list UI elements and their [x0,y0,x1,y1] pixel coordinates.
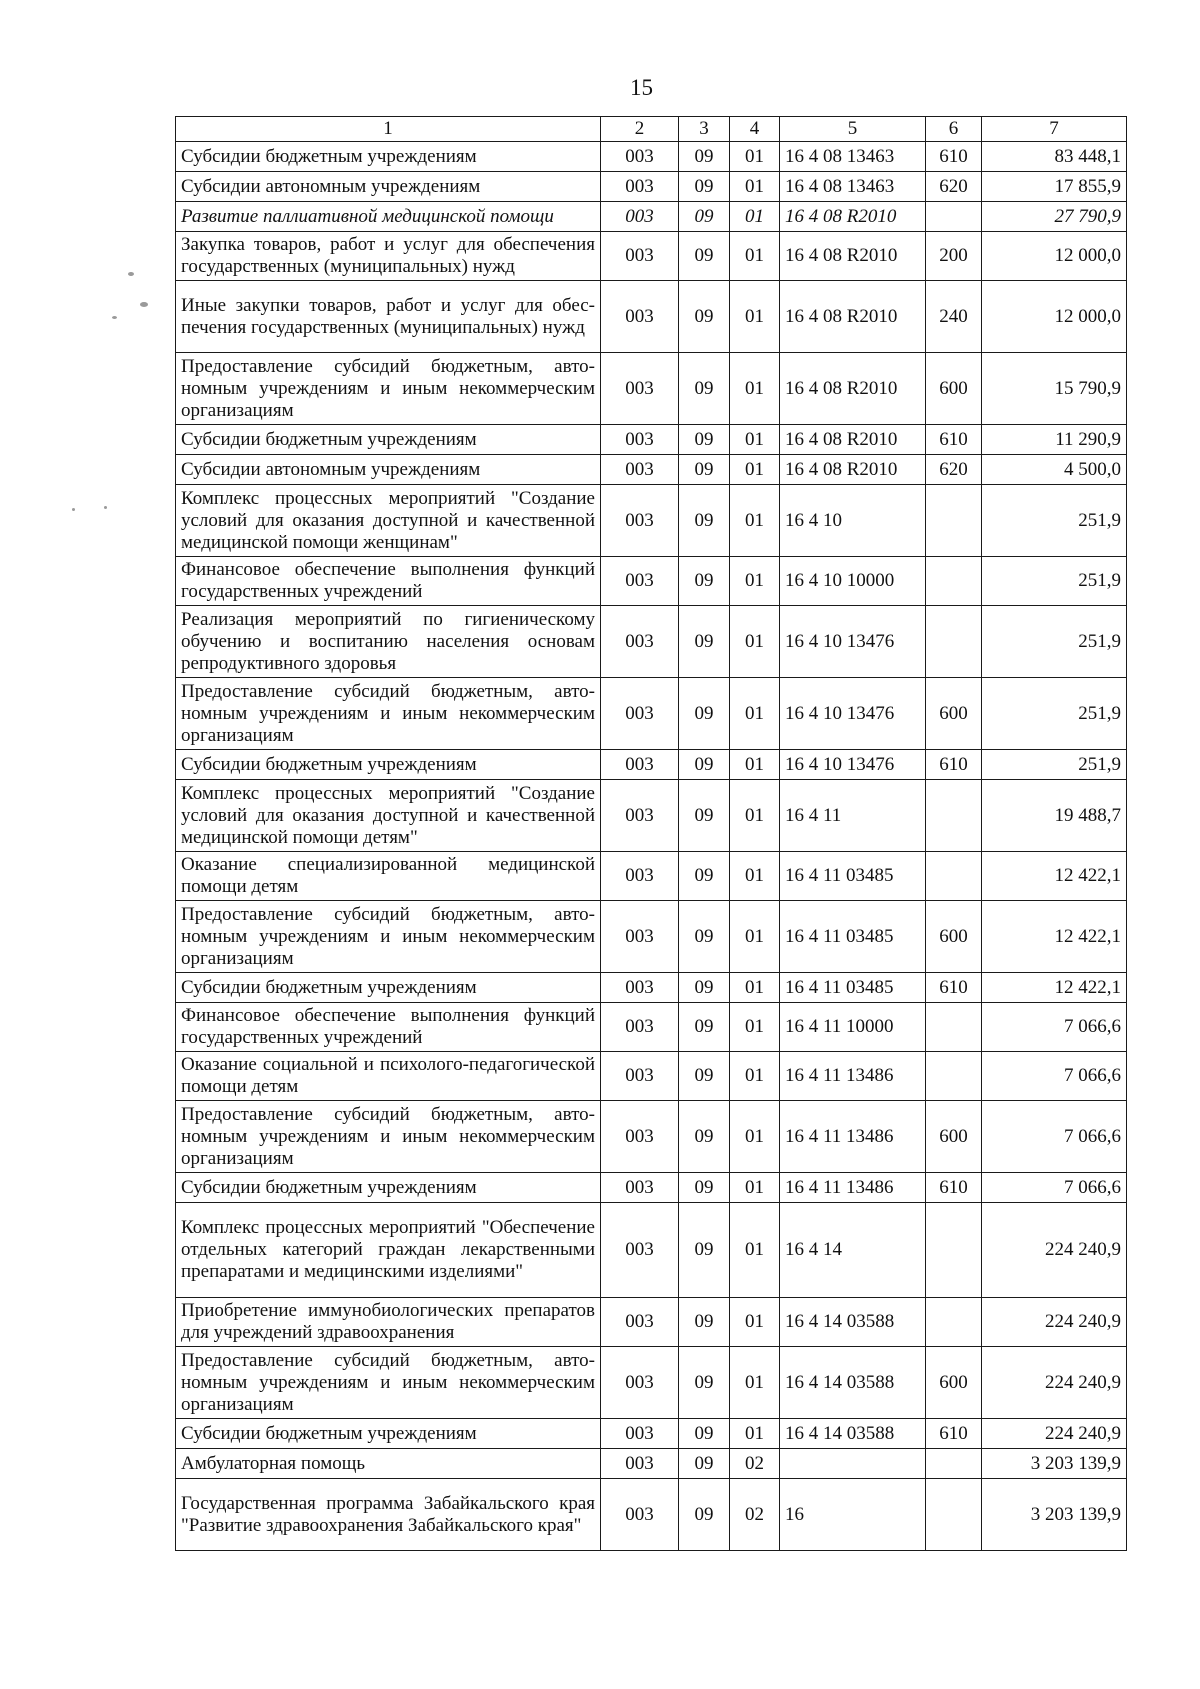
cell-name: Финансовое обеспечение выполнения функций государственных учреждений [176,1003,601,1052]
cell-code-2: 003 [601,232,679,281]
cell-amount: 83 448,1 [982,142,1127,172]
cell-code-5 [780,1449,926,1479]
cell-code-2: 003 [601,1101,679,1173]
cell-name: Комплекс процессных мероприятий "Создание условий для оказания доступной и качественной медицинской помощи женщинам" [176,485,601,557]
cell-code-5: 16 4 11 13486 [780,1052,926,1101]
table-row [176,901,1127,973]
scan-speck [72,508,75,511]
cell-amount: 251,9 [982,750,1127,780]
cell-name: Предоставление субсидий бюджетным, автономным учреждениям и иным некоммерческим организациям [176,1347,601,1419]
cell-amount: 7 066,6 [982,1101,1127,1173]
header-col-4: 4 [730,117,780,142]
cell-code-3: 09 [679,1479,730,1551]
cell-code-3: 09 [679,485,730,557]
cell-code-5: 16 4 08 R2010 [780,353,926,425]
table-row [176,557,1127,606]
cell-code-6 [926,1298,982,1347]
cell-code-3: 09 [679,1419,730,1449]
table-row [176,1003,1127,1052]
cell-code-4: 02 [730,1479,780,1551]
table-row [176,1173,1127,1203]
cell-code-6 [926,1052,982,1101]
table-row [176,232,1127,281]
table-row [176,1479,1127,1551]
cell-code-6: 620 [926,172,982,202]
cell-code-3: 09 [679,1003,730,1052]
cell-code-2: 003 [601,142,679,172]
cell-code-2: 003 [601,172,679,202]
cell-code-6: 600 [926,1347,982,1419]
cell-name: Предоставление субсидий бюджетным, автономным учреждениям и иным некоммерческим организациям [176,353,601,425]
cell-code-2: 003 [601,901,679,973]
cell-code-4: 01 [730,455,780,485]
cell-code-2: 003 [601,1449,679,1479]
cell-code-4: 01 [730,172,780,202]
cell-code-3: 09 [679,202,730,232]
cell-amount: 27 790,9 [982,202,1127,232]
cell-code-6: 610 [926,1173,982,1203]
cell-code-5: 16 [780,1479,926,1551]
cell-code-3: 09 [679,1298,730,1347]
cell-amount: 3 203 139,9 [982,1479,1127,1551]
cell-code-4: 01 [730,901,780,973]
cell-code-4: 01 [730,202,780,232]
cell-code-3: 09 [679,455,730,485]
cell-amount: 251,9 [982,606,1127,678]
cell-code-6: 610 [926,750,982,780]
cell-code-4: 01 [730,1203,780,1298]
cell-code-4: 01 [730,750,780,780]
cell-code-6: 610 [926,973,982,1003]
cell-code-6 [926,202,982,232]
cell-code-5: 16 4 08 R2010 [780,202,926,232]
cell-code-3: 09 [679,780,730,852]
cell-name: Приобретение иммунобиологических препаратов для учреждений здравоохранения [176,1298,601,1347]
cell-amount: 251,9 [982,678,1127,750]
cell-code-4: 01 [730,425,780,455]
cell-amount: 224 240,9 [982,1203,1127,1298]
cell-name: Оказание социальной и психолого-педагогической помощи детям [176,1052,601,1101]
cell-code-5: 16 4 11 [780,780,926,852]
cell-code-2: 003 [601,1298,679,1347]
table-row [176,1203,1127,1298]
cell-amount: 224 240,9 [982,1347,1127,1419]
table-row [176,678,1127,750]
cell-name: Комплекс процессных мероприятий "Обеспечение отдельных категорий граждан лекарственными препаратами и медицинскими изделиями" [176,1203,601,1298]
cell-code-5: 16 4 10 13476 [780,606,926,678]
table-row [176,606,1127,678]
cell-amount: 12 422,1 [982,973,1127,1003]
cell-code-2: 003 [601,353,679,425]
table-row [176,485,1127,557]
header-col-7: 7 [982,117,1127,142]
cell-code-5: 16 4 14 03588 [780,1347,926,1419]
cell-code-2: 003 [601,852,679,901]
table-row [176,353,1127,425]
cell-code-5: 16 4 11 10000 [780,1003,926,1052]
cell-name: Субсидии бюджетным учреждениям [176,1419,601,1449]
cell-code-5: 16 4 08 13463 [780,172,926,202]
cell-code-4: 01 [730,281,780,353]
cell-code-3: 09 [679,852,730,901]
cell-code-6: 600 [926,1101,982,1173]
cell-code-6: 600 [926,353,982,425]
cell-code-2: 003 [601,485,679,557]
cell-code-5: 16 4 08 R2010 [780,281,926,353]
scan-speck [140,302,148,307]
cell-name: Субсидии бюджетным учреждениям [176,425,601,455]
cell-name: Государственная программа Забайкальского края "Развитие здравоохранения Забайкальского края" [176,1479,601,1551]
cell-code-6 [926,1449,982,1479]
cell-code-4: 01 [730,678,780,750]
table-row [176,202,1127,232]
cell-code-3: 09 [679,1101,730,1173]
cell-code-5: 16 4 08 R2010 [780,455,926,485]
cell-name: Реализация мероприятий по гигиеническому обучению и воспитанию населения основам репродуктивного здоровья [176,606,601,678]
cell-name: Предоставление субсидий бюджетным, автономным учреждениям и иным некоммерческим организациям [176,678,601,750]
cell-name: Субсидии бюджетным учреждениям [176,142,601,172]
cell-code-2: 003 [601,1003,679,1052]
cell-code-3: 09 [679,425,730,455]
cell-code-5: 16 4 10 13476 [780,678,926,750]
cell-code-4: 01 [730,485,780,557]
cell-code-6: 600 [926,678,982,750]
cell-name: Субсидии автономным учреждениям [176,455,601,485]
cell-amount: 224 240,9 [982,1419,1127,1449]
cell-code-5: 16 4 08 13463 [780,142,926,172]
cell-code-2: 003 [601,1052,679,1101]
table-row [176,852,1127,901]
scan-speck [128,272,134,276]
table-row [176,750,1127,780]
cell-code-4: 01 [730,1003,780,1052]
cell-name: Субсидии бюджетным учреждениям [176,750,601,780]
cell-code-2: 003 [601,425,679,455]
cell-amount: 251,9 [982,485,1127,557]
cell-code-5: 16 4 08 R2010 [780,232,926,281]
table-body [176,142,1127,1551]
cell-code-3: 09 [679,1449,730,1479]
table-row [176,973,1127,1003]
cell-code-5: 16 4 10 13476 [780,750,926,780]
cell-code-6 [926,1003,982,1052]
cell-name: Закупка товаров, работ и услуг для обеспечения государственных (муниципальных) нужд [176,232,601,281]
cell-code-4: 01 [730,606,780,678]
cell-code-2: 003 [601,281,679,353]
cell-code-6 [926,852,982,901]
cell-code-4: 01 [730,1347,780,1419]
cell-code-4: 01 [730,232,780,281]
cell-name: Субсидии бюджетным учреждениям [176,973,601,1003]
cell-code-6 [926,557,982,606]
cell-name: Иные закупки товаров, работ и услуг для обеспечения государственных (муниципальных) нужд [176,281,601,353]
cell-code-2: 003 [601,557,679,606]
cell-amount: 15 790,9 [982,353,1127,425]
table-header-row [176,117,1127,142]
cell-name: Субсидии бюджетным учреждениям [176,1173,601,1203]
cell-code-5: 16 4 14 03588 [780,1419,926,1449]
cell-code-5: 16 4 14 [780,1203,926,1298]
table-row [176,1449,1127,1479]
cell-code-4: 01 [730,1419,780,1449]
cell-code-4: 01 [730,852,780,901]
cell-code-2: 003 [601,606,679,678]
cell-code-2: 003 [601,1479,679,1551]
cell-code-2: 003 [601,1419,679,1449]
cell-code-5: 16 4 10 [780,485,926,557]
cell-code-3: 09 [679,557,730,606]
cell-code-5: 16 4 11 03485 [780,852,926,901]
cell-name: Предоставление субсидий бюджетным, автономным учреждениям и иным некоммерческим организациям [176,901,601,973]
cell-code-4: 01 [730,1298,780,1347]
table-row [176,780,1127,852]
table-row [176,1419,1127,1449]
cell-name: Предоставление субсидий бюджетным, автономным учреждениям и иным некоммерческим организациям [176,1101,601,1173]
cell-code-2: 003 [601,1347,679,1419]
cell-amount: 12 422,1 [982,901,1127,973]
header-col-6: 6 [926,117,982,142]
cell-code-6: 600 [926,901,982,973]
header-col-5: 5 [780,117,926,142]
cell-code-3: 09 [679,232,730,281]
cell-code-4: 01 [730,1101,780,1173]
cell-code-3: 09 [679,750,730,780]
cell-amount: 7 066,6 [982,1003,1127,1052]
cell-code-3: 09 [679,1203,730,1298]
cell-code-3: 09 [679,1173,730,1203]
cell-code-3: 09 [679,901,730,973]
cell-amount: 3 203 139,9 [982,1449,1127,1479]
cell-name: Развитие паллиативной медицинской помощи [176,202,601,232]
cell-code-5: 16 4 14 03588 [780,1298,926,1347]
cell-amount: 19 488,7 [982,780,1127,852]
cell-code-5: 16 4 11 03485 [780,901,926,973]
cell-code-2: 003 [601,1203,679,1298]
budget-table [175,116,1127,1551]
table-row [176,142,1127,172]
cell-code-4: 01 [730,557,780,606]
cell-amount: 11 290,9 [982,425,1127,455]
table-row [176,1052,1127,1101]
cell-code-6: 610 [926,425,982,455]
header-col-2: 2 [601,117,679,142]
cell-code-4: 01 [730,1173,780,1203]
table-row [176,1298,1127,1347]
cell-code-3: 09 [679,606,730,678]
cell-code-5: 16 4 11 13486 [780,1101,926,1173]
cell-code-3: 09 [679,142,730,172]
cell-code-2: 003 [601,455,679,485]
cell-code-5: 16 4 10 10000 [780,557,926,606]
cell-amount: 12 000,0 [982,281,1127,353]
cell-code-4: 01 [730,973,780,1003]
cell-name: Амбулаторная помощь [176,1449,601,1479]
cell-amount: 251,9 [982,557,1127,606]
cell-code-4: 01 [730,142,780,172]
cell-code-2: 003 [601,1173,679,1203]
cell-code-6: 610 [926,142,982,172]
cell-code-3: 09 [679,1347,730,1419]
scan-speck [104,506,107,509]
cell-code-6: 620 [926,455,982,485]
cell-code-4: 01 [730,1052,780,1101]
table-row [176,425,1127,455]
cell-code-4: 02 [730,1449,780,1479]
cell-code-2: 003 [601,973,679,1003]
table-row [176,172,1127,202]
cell-amount: 17 855,9 [982,172,1127,202]
cell-code-2: 003 [601,750,679,780]
cell-code-5: 16 4 11 03485 [780,973,926,1003]
cell-amount: 7 066,6 [982,1173,1127,1203]
cell-amount: 7 066,6 [982,1052,1127,1101]
cell-amount: 4 500,0 [982,455,1127,485]
table-row [176,281,1127,353]
cell-name: Комплекс процессных мероприятий "Создание условий для оказания доступной и качественной медицинской помощи детям" [176,780,601,852]
cell-code-4: 01 [730,353,780,425]
cell-code-3: 09 [679,1052,730,1101]
cell-code-4: 01 [730,780,780,852]
cell-code-3: 09 [679,973,730,1003]
cell-code-5: 16 4 11 13486 [780,1173,926,1203]
cell-amount: 224 240,9 [982,1298,1127,1347]
page-number: 15 [630,75,653,100]
cell-code-2: 003 [601,202,679,232]
cell-code-6 [926,780,982,852]
cell-code-3: 09 [679,172,730,202]
table-row [176,455,1127,485]
cell-code-3: 09 [679,678,730,750]
cell-code-2: 003 [601,678,679,750]
scan-speck [112,316,117,319]
cell-code-6: 240 [926,281,982,353]
cell-amount: 12 422,1 [982,852,1127,901]
cell-name: Оказание специализированной медицинской помощи детям [176,852,601,901]
cell-code-3: 09 [679,281,730,353]
header-col-1: 1 [176,117,601,142]
cell-code-6: 200 [926,232,982,281]
cell-code-6 [926,606,982,678]
cell-code-6 [926,485,982,557]
cell-code-3: 09 [679,353,730,425]
cell-name: Субсидии автономным учреждениям [176,172,601,202]
cell-amount: 12 000,0 [982,232,1127,281]
cell-name: Финансовое обеспечение выполнения функций государственных учреждений [176,557,601,606]
cell-code-6 [926,1203,982,1298]
cell-code-6 [926,1479,982,1551]
header-col-3: 3 [679,117,730,142]
cell-code-2: 003 [601,780,679,852]
table-row [176,1347,1127,1419]
cell-code-6: 610 [926,1419,982,1449]
cell-code-5: 16 4 08 R2010 [780,425,926,455]
table-row [176,1101,1127,1173]
